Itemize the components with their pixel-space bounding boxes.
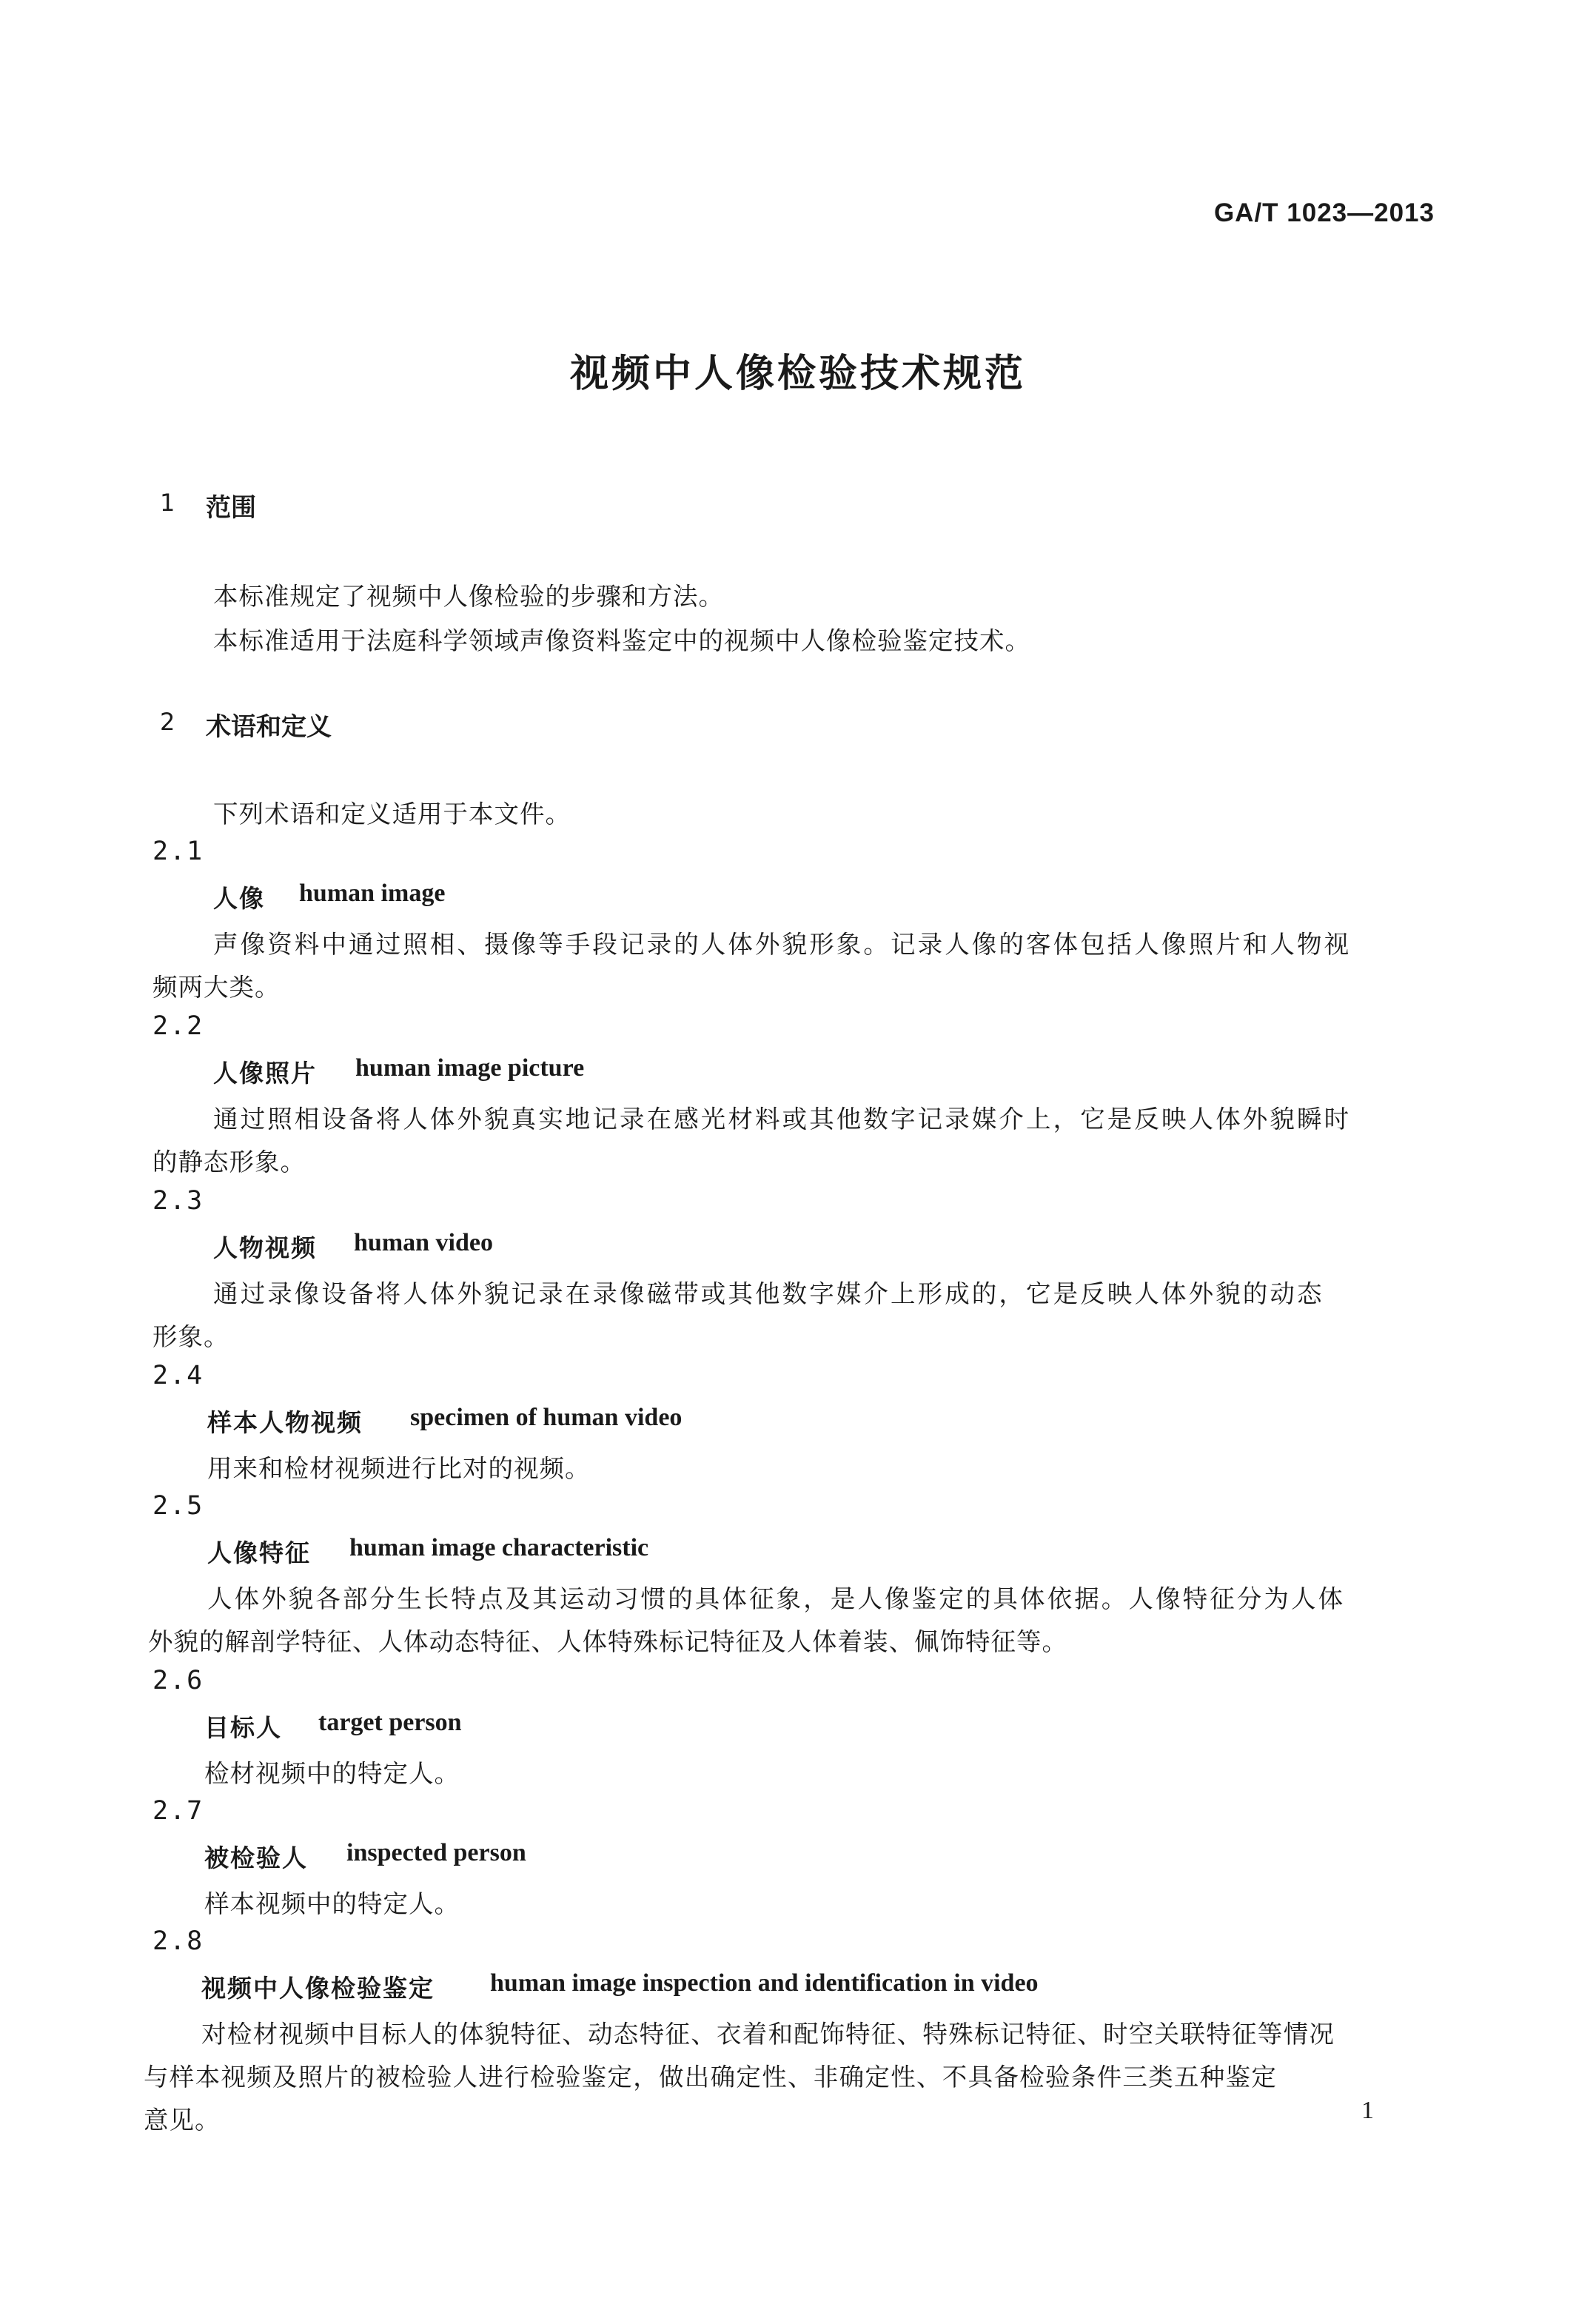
- term-english: human image: [299, 880, 446, 907]
- term-chinese: 人像照片: [213, 1059, 317, 1088]
- standard-code: GA/T 1023—2013: [1213, 198, 1435, 227]
- term-english: human image inspection and identification in video: [490, 1969, 1039, 1997]
- term-chinese: 目标人: [204, 1713, 282, 1742]
- term-english: inspected person: [346, 1839, 526, 1866]
- term-chinese: 被检验人: [204, 1843, 308, 1872]
- page-number: 1: [1361, 2097, 1374, 2124]
- term-english: target person: [318, 1709, 462, 1736]
- clause-number: 2.4: [152, 1361, 204, 1390]
- section-title: 术语和定义: [206, 712, 332, 742]
- clause-number: 2.6: [152, 1666, 204, 1695]
- clause-number: 2.5: [152, 1491, 204, 1521]
- paragraph: 本标准规定了视频中人像检验的步骤和方法。: [213, 582, 724, 611]
- definition-line: 样本视频中的特定人。: [204, 1889, 460, 1918]
- definition-line: 的静态形象。: [152, 1148, 306, 1176]
- definition-line: 对检材视频中目标人的体貌特征、动态特征、衣着和配饰特征、特殊标记特征、时空关联特征等情况: [201, 2020, 1335, 2049]
- paragraph: 本标准适用于法庭科学领域声像资料鉴定中的视频中人像检验鉴定技术。: [213, 626, 1030, 655]
- definition-line: 检材视频中的特定人。: [204, 1759, 460, 1788]
- definition-line: 外貌的解剖学特征、人体动态特征、人体特殊标记特征及人体着装、佩饰特征等。: [148, 1627, 1067, 1656]
- definition-line: 频两大类。: [152, 973, 281, 1002]
- definition-line: 通过录像设备将人体外貌记录在录像磁带或其他数字媒介上形成的，它是反映人体外貌的动态: [213, 1279, 1324, 1308]
- definition-line: 通过照相设备将人体外貌真实地记录在感光材料或其他数字记录媒介上，它是反映人体外貌瞬时: [213, 1105, 1352, 1133]
- definition-line: 人体外貌各部分生长特点及其运动习惯的具体征象，是人像鉴定的具体依据。人像特征分为人体: [207, 1584, 1346, 1613]
- paragraph: 下列术语和定义适用于本文件。: [213, 800, 571, 828]
- definition-line: 意见。: [144, 2106, 221, 2134]
- clause-number: 2.8: [152, 1926, 204, 1956]
- term-english: human image characteristic: [349, 1534, 649, 1561]
- definition-line: 用来和检材视频进行比对的视频。: [207, 1454, 591, 1483]
- clause-number: 2.3: [152, 1186, 204, 1216]
- term-chinese: 人像: [213, 884, 265, 913]
- definition-line: 声像资料中通过照相、摄像等手段记录的人体外貌形象。记录人像的客体包括人像照片和人物视: [213, 930, 1352, 959]
- section-title: 范围: [206, 493, 256, 523]
- definition-line: 与样本视频及照片的被检验人进行检验鉴定，做出确定性、非确定性、不具备检验条件三类五种鉴定: [144, 2063, 1278, 2092]
- term-chinese: 样本人物视频: [207, 1408, 363, 1437]
- term-english: human image picture: [355, 1054, 585, 1082]
- term-chinese: 人物视频: [213, 1233, 317, 1262]
- document-title: 视频中人像检验技术规范: [569, 352, 1026, 396]
- term-chinese: 视频中人像检验鉴定: [201, 1974, 435, 2003]
- term-english: specimen of human video: [410, 1404, 683, 1431]
- section-number: 2: [160, 708, 175, 736]
- clause-number: 2.2: [152, 1011, 204, 1041]
- clause-number: 2.7: [152, 1796, 204, 1826]
- term-english: human video: [354, 1229, 493, 1256]
- section-number: 1: [160, 489, 175, 517]
- term-chinese: 人像特征: [207, 1538, 311, 1567]
- clause-number: 2.1: [152, 837, 204, 866]
- definition-line: 形象。: [152, 1322, 229, 1351]
